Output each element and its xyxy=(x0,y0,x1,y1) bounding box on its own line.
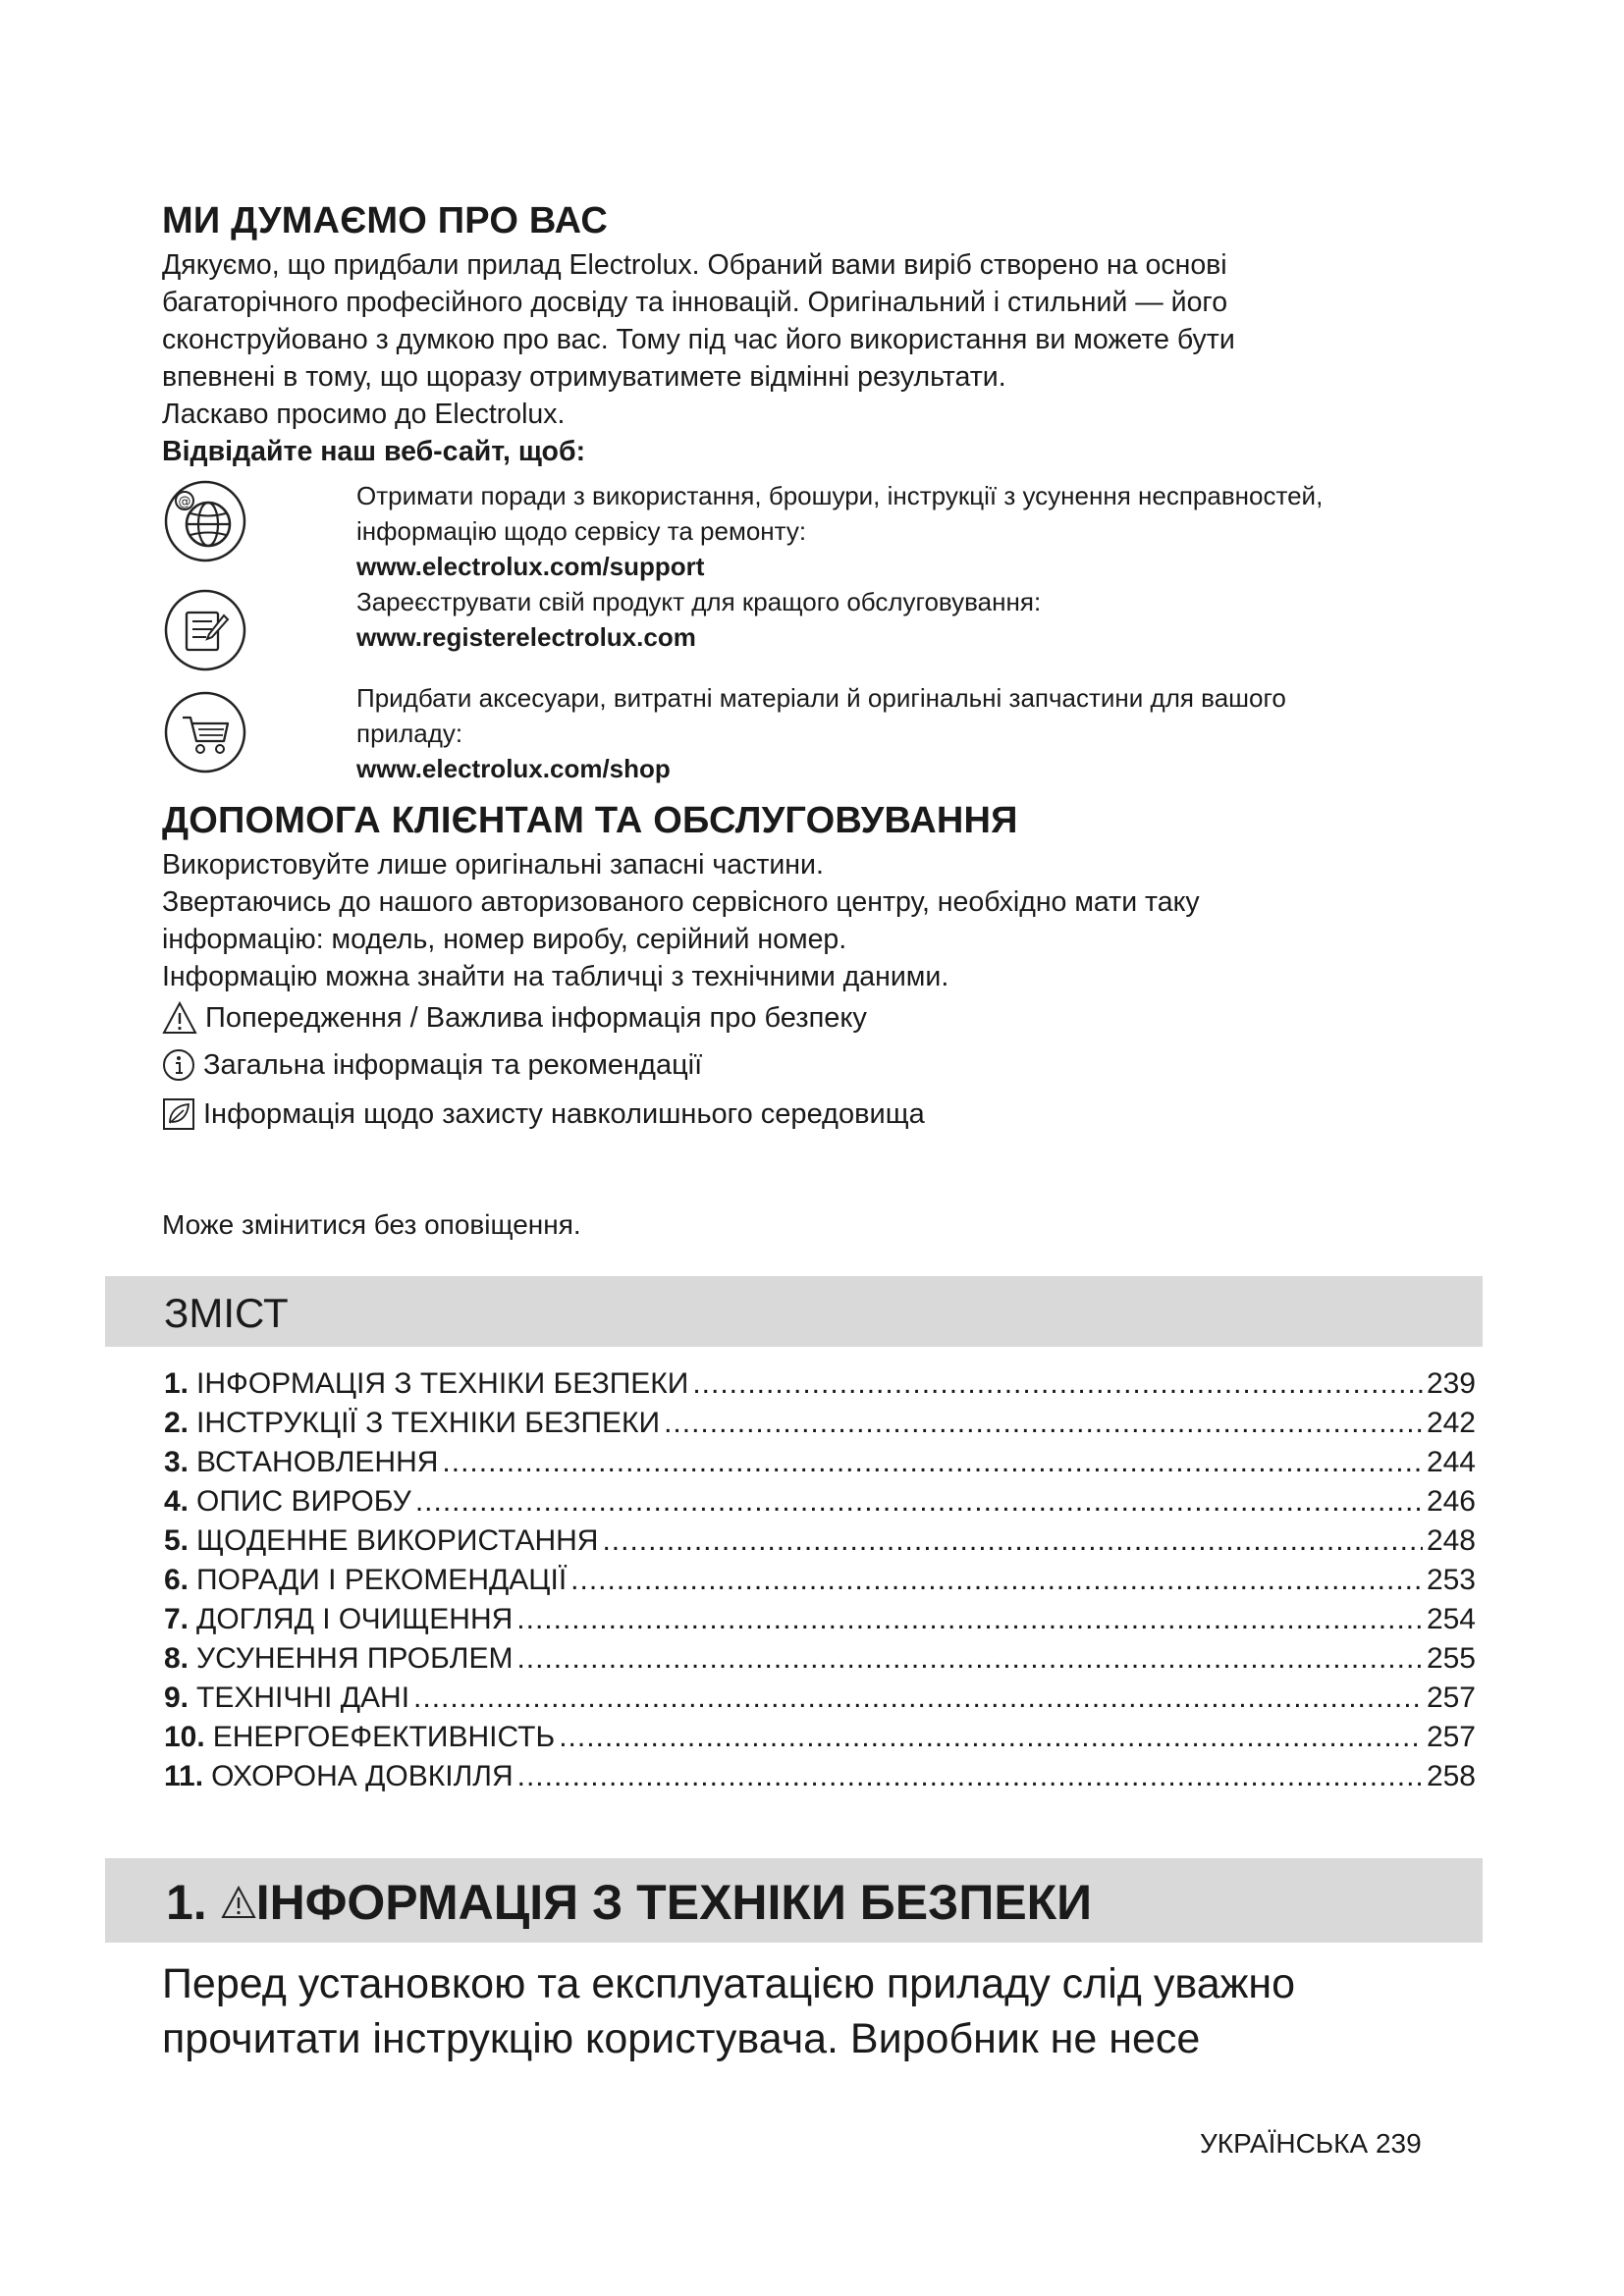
toc-item[interactable] xyxy=(164,1524,1476,1564)
intro-paragraph xyxy=(162,246,1235,470)
toc-num: 4. xyxy=(164,1485,189,1518)
cart-icon xyxy=(163,690,247,774)
toc-page: 257 xyxy=(1426,1721,1476,1753)
toc-leader xyxy=(516,1603,1423,1636)
intro-line: багаторічного професійного досвіду та інновацій. Оригінальний і стильний — його xyxy=(162,287,1228,318)
change-note: Може змінитися без оповіщення. xyxy=(162,1209,581,1240)
toc-title: ДОГЛЯД І ОЧИЩЕННЯ xyxy=(196,1603,514,1635)
toc-page: 248 xyxy=(1426,1524,1476,1557)
toc-leader xyxy=(692,1367,1423,1401)
toc-item[interactable] xyxy=(164,1367,1476,1407)
toc-item[interactable] xyxy=(164,1682,1476,1721)
toc-num: 6. xyxy=(164,1564,189,1596)
toc-page: 239 xyxy=(1426,1367,1476,1400)
legend-info xyxy=(162,1048,702,1082)
svg-text:@: @ xyxy=(178,495,191,509)
toc-title: УСУНЕННЯ ПРОБЛЕМ xyxy=(196,1642,514,1675)
chapter-intro-line: прочитати інструкцію користувача. Виробник не несе xyxy=(162,2015,1201,2062)
toc-num: 8. xyxy=(164,1642,189,1675)
table-of-contents xyxy=(164,1367,1476,1799)
toc-page: 254 xyxy=(1426,1603,1476,1635)
intro-line: Дякуємо, що придбали прилад Electrolux. Обраний вами виріб створено на основі xyxy=(162,249,1227,281)
chapter-header-bar xyxy=(105,1858,1483,1943)
toc-num: 5. xyxy=(164,1524,189,1557)
toc-num: 10. xyxy=(164,1721,205,1753)
chapter-title xyxy=(166,1874,1092,1931)
chapter-title-text: ІНФОРМАЦІЯ З ТЕХНІКИ БЕЗПЕКИ xyxy=(255,1875,1093,1930)
support-line: Інформацію можна знайти на табличці з технічними даними. xyxy=(162,961,949,992)
toc-leader xyxy=(415,1485,1423,1519)
toc-leader xyxy=(442,1446,1423,1479)
support-paragraph xyxy=(162,846,1200,995)
service-register xyxy=(356,584,1041,655)
intro-line: Ласкаво просимо до Electrolux. xyxy=(162,399,566,430)
support-link[interactable]: www.electrolux.com/support xyxy=(356,552,705,581)
toc-num: 2. xyxy=(164,1407,189,1439)
intro-line: сконструйовано з думкою про вас. Тому під час його використання ви можете бути xyxy=(162,324,1235,355)
toc-title: ПОРАДИ І РЕКОМЕНДАЦІЇ xyxy=(196,1564,568,1596)
register-link[interactable]: www.registerelectrolux.com xyxy=(356,622,696,652)
service-text: Отримати поради з використання, брошури, інструкції з усунення несправностей, xyxy=(356,481,1324,510)
service-text: приладу: xyxy=(356,719,463,748)
service-text: Придбати аксесуари, витратні матеріали й оригінальні запчастини для вашого xyxy=(356,683,1286,713)
toc-item[interactable] xyxy=(164,1642,1476,1682)
section-title-support: ДОПОМОГА КЛІЄНТАМ ТА ОБСЛУГОВУВАННЯ xyxy=(162,800,1018,841)
warning-icon xyxy=(162,1001,197,1035)
toc-leader xyxy=(517,1760,1423,1793)
chapter-number: 1. xyxy=(166,1875,207,1930)
toc-num: 11. xyxy=(164,1760,204,1792)
toc-leader xyxy=(664,1407,1423,1440)
intro-line: впевнені в тому, що щоразу отримуватимете відмінні результати. xyxy=(162,361,1006,393)
legend-warning xyxy=(162,1001,867,1035)
toc-page: 244 xyxy=(1426,1446,1476,1478)
toc-num: 1. xyxy=(164,1367,189,1400)
toc-title: ІНФОРМАЦІЯ З ТЕХНІКИ БЕЗПЕКИ xyxy=(196,1367,689,1400)
toc-page: 258 xyxy=(1426,1760,1476,1792)
leaf-icon xyxy=(162,1097,195,1131)
toc-num: 3. xyxy=(164,1446,189,1478)
toc-leader xyxy=(602,1524,1422,1558)
section-title-think: МИ ДУМАЄМО ПРО ВАС xyxy=(162,200,608,241)
support-line: Звертаючись до нашого авторизованого сервісного центру, необхідно мати таку xyxy=(162,886,1200,918)
shop-link[interactable]: www.electrolux.com/shop xyxy=(356,754,671,783)
toc-item[interactable] xyxy=(164,1564,1476,1603)
toc-item[interactable] xyxy=(164,1603,1476,1642)
toc-page: 253 xyxy=(1426,1564,1476,1596)
page-footer xyxy=(1200,2128,1422,2160)
toc-title: ЩОДЕННЕ ВИКОРИСТАННЯ xyxy=(196,1524,599,1557)
toc-title: ЕНЕРГОЕФЕКТИВНІСТЬ xyxy=(212,1721,556,1753)
toc-leader xyxy=(413,1682,1423,1715)
toc-item[interactable] xyxy=(164,1721,1476,1760)
footer-language: УКРАЇНСЬКА xyxy=(1200,2128,1369,2159)
register-icon xyxy=(163,588,247,672)
toc-leader xyxy=(559,1721,1423,1754)
service-support xyxy=(356,478,1323,584)
toc-num: 7. xyxy=(164,1603,189,1635)
footer-page-number: 239 xyxy=(1375,2128,1422,2159)
chapter-intro xyxy=(162,1956,1295,2066)
legend-text: Інформація щодо захисту навколишнього середовища xyxy=(203,1097,925,1130)
globe-icon xyxy=(163,479,247,563)
toc-item[interactable] xyxy=(164,1446,1476,1485)
service-shop xyxy=(356,680,1286,786)
toc-item[interactable] xyxy=(164,1485,1476,1524)
toc-title: ІНСТРУКЦІЇ З ТЕХНІКИ БЕЗПЕКИ xyxy=(196,1407,661,1439)
support-line: Використовуйте лише оригінальні запасні частини. xyxy=(162,849,824,881)
info-icon xyxy=(162,1048,195,1082)
toc-item[interactable] xyxy=(164,1760,1476,1799)
toc-num: 9. xyxy=(164,1682,189,1714)
toc-item[interactable] xyxy=(164,1407,1476,1446)
service-text: Зареєструвати свій продукт для кращого обслуговування: xyxy=(356,587,1042,616)
toc-title: ВСТАНОВЛЕННЯ xyxy=(196,1446,439,1478)
support-line: інформацію: модель, номер виробу, серійний номер. xyxy=(162,924,847,955)
toc-title: ТЕХНІЧНІ ДАНІ xyxy=(196,1682,410,1714)
warning-icon xyxy=(221,1886,256,1919)
service-text: інформацію щодо сервісу та ремонту: xyxy=(356,516,807,546)
contents-header-bar xyxy=(105,1276,1483,1347)
legend-text: Попередження / Важлива інформація про безпеку xyxy=(205,1001,867,1034)
toc-page: 242 xyxy=(1426,1407,1476,1439)
contents-title: ЗМІСТ xyxy=(164,1290,289,1336)
legend-text: Загальна інформація та рекомендації xyxy=(203,1048,703,1081)
toc-page: 255 xyxy=(1426,1642,1476,1675)
toc-page: 246 xyxy=(1426,1485,1476,1518)
toc-page: 257 xyxy=(1426,1682,1476,1714)
toc-leader xyxy=(516,1642,1422,1676)
toc-title: ОПИС ВИРОБУ xyxy=(196,1485,411,1518)
website-heading: Відвідайте наш веб-сайт, щоб: xyxy=(162,436,586,467)
toc-leader xyxy=(570,1564,1423,1597)
toc-title: ОХОРОНА ДОВКІЛЛЯ xyxy=(211,1760,514,1792)
chapter-intro-line: Перед установкою та експлуатацією приладу слід уважно xyxy=(162,1960,1296,2007)
legend-environment xyxy=(162,1097,925,1131)
